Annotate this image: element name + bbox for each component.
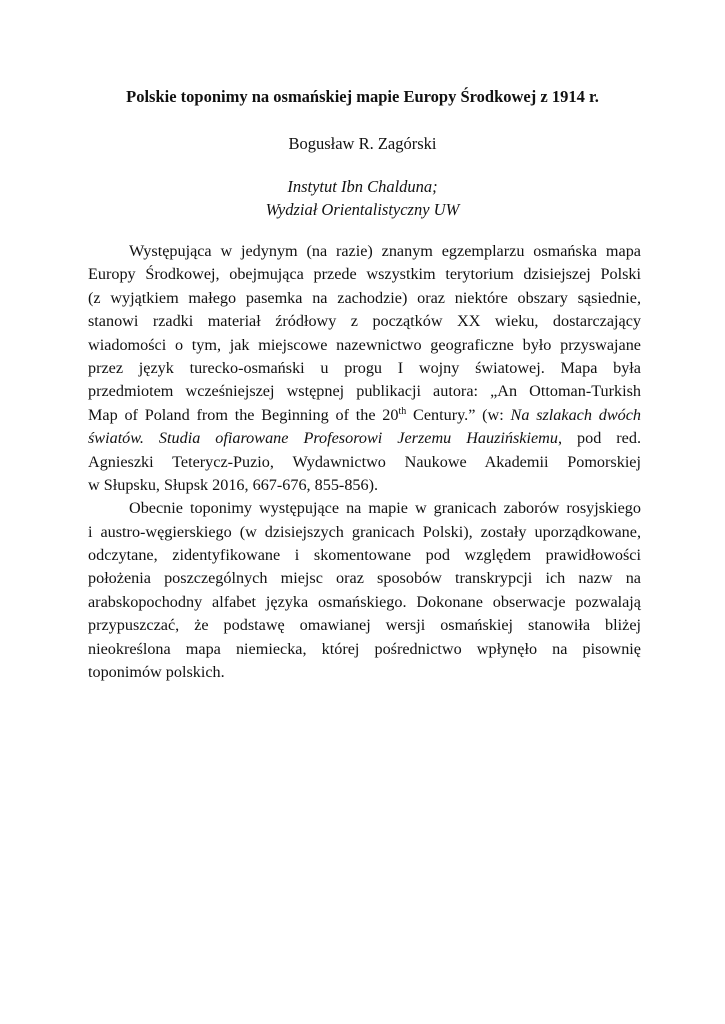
- text-line: przedmiotem wcześniejszej wstępnej publikacji autora: „An Ottoman-Turkish: [88, 382, 641, 401]
- document-title: Polskie toponimy na osmańskiej mapie Europy Środkowej z 1914 r.: [126, 87, 599, 106]
- text-line: [88, 404, 641, 427]
- author-name: Bogusław R. Zagórski: [288, 134, 437, 153]
- abstract-body: [88, 240, 641, 684]
- text-line: przypuszczać, że podstawę omawianej wersji osmańskiej stanowiła bliżej: [88, 616, 641, 635]
- text-line: nieokreślona mapa niemiecka, której pośrednictwo wpłynęło na pisownię: [88, 639, 641, 658]
- affiliation-line: Instytut Ibn Chalduna;: [287, 177, 438, 196]
- text-line: przez język turecko-osmański u progu I wojny światowej. Mapa była: [88, 358, 641, 377]
- paragraph-1: [88, 240, 641, 497]
- paragraph-2: [88, 497, 641, 684]
- text-line: (z wyjątkiem małego pasemka na zachodzie) oraz niektóre obszary sąsiednie,: [88, 288, 641, 307]
- text-line: i austro-węgierskiego (w dzisiejszych granicach Polski), zostały uporządkowane,: [88, 522, 641, 541]
- author-affiliation: [0, 176, 725, 221]
- text-line: Występująca w jedynym (na razie) znanym egzemplarzu osmańska mapa: [129, 242, 641, 260]
- text-segment: , pod red.: [557, 429, 642, 448]
- text-line: Agnieszki Teterycz-Puzio, Wydawnictwo Naukowe Akademii Pomorskiej: [88, 452, 641, 471]
- italic-book-title: światów. Studia ofiarowane Profesorowi Jerzemu Hauzińskiemu: [88, 429, 558, 448]
- text-line: położenia poszczególnych miejsc oraz sposobów transkrypcji ich nazw na: [88, 569, 641, 588]
- text-line: [88, 427, 641, 450]
- text-line: stanowi rzadki materiał źródłowy z początków XX wieku, dostarczający: [88, 312, 641, 331]
- text-line: odczytane, zidentyfikowane i skomentowane pod względem prawidłowości: [88, 546, 641, 565]
- text-line: arabskopochodny alfabet języka osmańskiego. Dokonane obserwacje pozwalają: [88, 592, 641, 611]
- text-line: Europy Środkowej, obejmująca przede wszystkim terytorium dzisiejszej Polski: [88, 265, 641, 284]
- text-line: toponimów polskich.: [88, 663, 225, 682]
- text-line: wiadomości o tym, jak miejscowe nazewnictwo geograficzne było przyswajane: [88, 335, 641, 354]
- text-segment: Map of Poland from the Beginning of the 20: [88, 405, 399, 424]
- superscript: th: [398, 405, 407, 417]
- affiliation-line: Wydział Orientalistyczny UW: [265, 199, 460, 219]
- italic-book-title: Na szlakach dwóch: [510, 405, 641, 424]
- text-line: w Słupsku, Słupsk 2016, 667-676, 855-856).: [88, 475, 379, 494]
- text-segment: Century.” (w:: [406, 405, 511, 424]
- text-line: Obecnie toponimy występujące na mapie w granicach zaborów rosyjskiego: [129, 499, 641, 518]
